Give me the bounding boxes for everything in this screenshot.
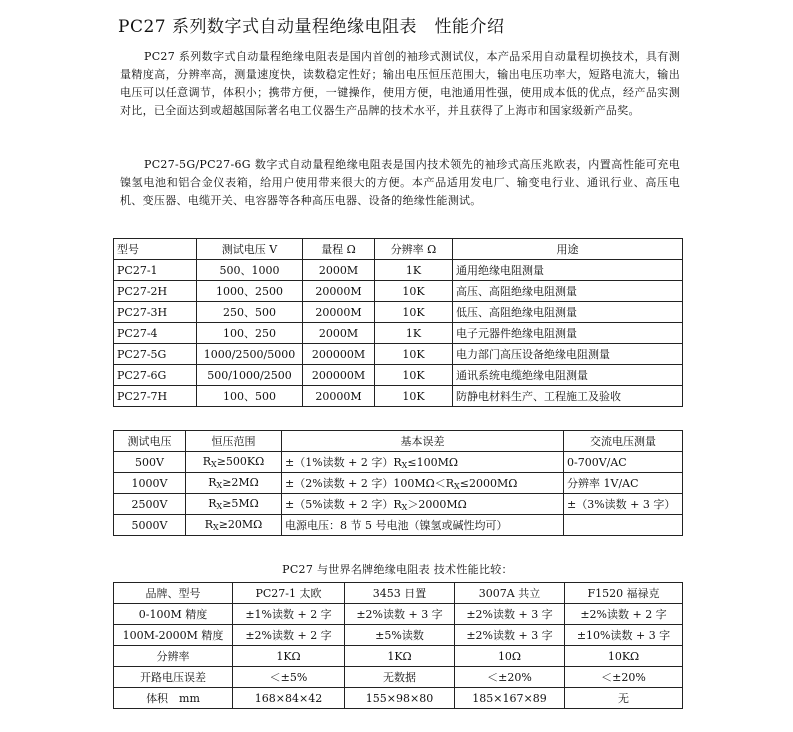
table-cell: ±1%读数 + 2 字 [233, 604, 345, 625]
table-row [114, 260, 683, 281]
table-cell: 分辨率 [114, 646, 233, 667]
highvoltage-paragraph-text: PC27-5G/PC27-6G 数字式自动量程绝缘电阻表是国内技术领先的袖珍式高压兆欧表，内置高性能可充电镍氢电池和铝合金仪表箱，给用户使用带来很大的方便。本产品适用发电厂、输变电行业、通讯行业、高压电机、变压器、电缆开关、电容器等各种高压电器、设备的绝缘性能测试。 [120, 158, 680, 207]
range-symbol: R [208, 497, 217, 510]
table-cell: 500/1000/2500 [197, 365, 303, 386]
table-cell: 20000M [303, 386, 375, 407]
table-cell: 1KΩ [345, 646, 455, 667]
column-header: 品牌、型号 [114, 583, 233, 604]
range-symbol: R [202, 455, 212, 468]
error-text: ≤100MΩ [407, 456, 458, 469]
table-cell: 168×84×42 [233, 688, 345, 709]
table-cell: 100M-2000M 精度 [114, 625, 233, 646]
column-header: 型号 [114, 239, 197, 260]
table-cell: ±2%读数 + 3 字 [455, 625, 565, 646]
ac-cell: ±（3%读数 + 3 字） [564, 494, 683, 515]
voltage-cell: 2500V [114, 494, 186, 515]
table-cell: ±2%读数 + 2 字 [565, 604, 683, 625]
accuracy-table [113, 430, 683, 536]
table-row [114, 386, 683, 407]
table-cell: 无数据 [345, 667, 455, 688]
column-header: 恒压范围 [186, 431, 282, 452]
table-cell: 10K [375, 386, 453, 407]
column-header: 3453 日置 [345, 583, 455, 604]
table-cell: 1K [375, 323, 453, 344]
table-cell: 防静电材料生产、工程施工及验收 [453, 386, 683, 407]
voltage-cell: 1000V [114, 473, 186, 494]
range-symbol: R [208, 476, 217, 489]
table-cell: PC27-7H [114, 386, 197, 407]
table-header-row [114, 239, 683, 260]
error-subscript: X [401, 503, 408, 512]
table-row [114, 302, 683, 323]
voltage-cell: 5000V [114, 515, 186, 536]
table-row [114, 473, 683, 494]
range-cell [186, 494, 282, 515]
error-text: ≤2000MΩ [459, 477, 518, 490]
table-cell: 100、250 [197, 323, 303, 344]
table-cell: ＜±20% [565, 667, 683, 688]
table-cell: 无 [565, 688, 683, 709]
table-row [114, 281, 683, 302]
column-header: 分辨率 Ω [375, 239, 453, 260]
range-subscript: X [216, 502, 223, 511]
table-row [114, 494, 683, 515]
comparison-table [113, 582, 683, 709]
range-value: ≥5MΩ [222, 497, 259, 510]
range-subscript: X [216, 481, 223, 490]
table-cell: 250、500 [197, 302, 303, 323]
comparison-caption: PC27 与世界名牌绝缘电阻表 技术性能比较： [282, 563, 513, 576]
error-text: ±（2%读数 + 2 字）100MΩ＜R [285, 477, 455, 490]
table-cell: PC27-6G [114, 365, 197, 386]
voltage-cell: 500V [114, 452, 186, 473]
table-row [114, 625, 683, 646]
table-cell: ＜±5% [233, 667, 345, 688]
column-header: 用途 [453, 239, 683, 260]
table-cell: PC27-5G [114, 344, 197, 365]
column-header: 测试电压 V [197, 239, 303, 260]
table-cell: 10KΩ [565, 646, 683, 667]
table-cell: 10Ω [455, 646, 565, 667]
error-subscript: X [454, 482, 460, 491]
table-cell: 155×98×80 [345, 688, 455, 709]
range-value: ≥500KΩ [216, 455, 265, 468]
table-cell: 低压、高阻绝缘电阻测量 [453, 302, 683, 323]
table-cell: 20000M [303, 281, 375, 302]
page-title: PC27 系列数字式自动量程绝缘电阻表 性能介绍 [118, 17, 505, 37]
table-row [114, 667, 683, 688]
range-subscript: X [211, 460, 217, 469]
table-cell: ±2%读数 + 2 字 [233, 625, 345, 646]
column-header: 测试电压 [114, 431, 186, 452]
error-text: ＞2000MΩ [407, 498, 467, 511]
table-cell: 20000M [303, 302, 375, 323]
column-header: 量程 Ω [303, 239, 375, 260]
error-cell [282, 452, 564, 473]
column-header: 3007A 共立 [455, 583, 565, 604]
table-cell: 开路电压误差 [114, 667, 233, 688]
table-header-row [114, 583, 683, 604]
intro-paragraph [120, 48, 680, 120]
ac-cell: 0-700V/AC [564, 452, 683, 473]
table-cell: 1K [375, 260, 453, 281]
range-value: ≥2MΩ [222, 476, 259, 489]
table-cell: 200000M [303, 365, 375, 386]
table-cell: 体积 mm [114, 688, 233, 709]
table-cell: 通用绝缘电阻测量 [453, 260, 683, 281]
table-cell: 100、500 [197, 386, 303, 407]
table-cell: 10K [375, 344, 453, 365]
table-row [114, 452, 683, 473]
range-cell [186, 515, 282, 536]
error-cell [282, 494, 564, 515]
column-header: PC27-1 太欧 [233, 583, 345, 604]
table-cell: 500、1000 [197, 260, 303, 281]
table-cell: 电力部门高压设备绝缘电阻测量 [453, 344, 683, 365]
highvoltage-paragraph [120, 156, 680, 210]
table-row [114, 604, 683, 625]
table-cell: PC27-1 [114, 260, 197, 281]
table-cell: ±5%读数 [345, 625, 455, 646]
table-cell: ±2%读数 + 3 字 [455, 604, 565, 625]
column-header: 交流电压测量 [564, 431, 683, 452]
table-cell: PC27-4 [114, 323, 197, 344]
ac-cell: 分辨率 1V/AC [564, 473, 683, 494]
table-cell: 2000M [303, 260, 375, 281]
table-cell: 10K [375, 302, 453, 323]
table-cell: 1KΩ [233, 646, 345, 667]
range-value: ≥20MΩ [218, 518, 263, 531]
table-cell: 1000/2500/5000 [197, 344, 303, 365]
power-supply-cell: 电源电压：8 节 5 号电池（镍氢或碱性均可） [282, 515, 564, 536]
table-row [114, 515, 683, 536]
table-cell: 1000、2500 [197, 281, 303, 302]
error-subscript: X [401, 461, 408, 470]
table-cell: PC27-2H [114, 281, 197, 302]
table-cell: 10K [375, 281, 453, 302]
table-header-row [114, 431, 683, 452]
table-cell: ＜±20% [455, 667, 565, 688]
model-table [113, 238, 683, 407]
table-cell: 0-100M 精度 [114, 604, 233, 625]
column-header: 基本误差 [282, 431, 564, 452]
table-cell: 电子元器件绝缘电阻测量 [453, 323, 683, 344]
table-cell: 通讯系统电缆绝缘电阻测量 [453, 365, 683, 386]
table-cell: 2000M [303, 323, 375, 344]
table-cell: 185×167×89 [455, 688, 565, 709]
table-row [114, 323, 683, 344]
range-symbol: R [204, 518, 213, 531]
range-subscript: X [212, 523, 219, 532]
intro-paragraph-text: PC27 系列数字式自动量程绝缘电阻表是国内首创的袖珍式测试仪，本产品采用自动量程切换技术，具有测量精度高，分辨率高，测量速度快，读数稳定性好；输出电压恒压范围大，输出电压功率大，短路电流大，输出电压可以任意调节，体积小；携带方便，一键操作，使用方便，电池通用性强，使用成本低的优点，经产品实测对比，已全面达到或超越国际著名电工仪器生产品牌的技术水平，并且获得了上海市和国家级新产品奖。 [120, 50, 680, 117]
error-text: ±（1%读数 + 2 字）R [285, 456, 402, 469]
table-cell: ±10%读数 + 3 字 [565, 625, 683, 646]
table-row [114, 344, 683, 365]
error-cell [282, 473, 564, 494]
table-cell: PC27-3H [114, 302, 197, 323]
error-text: ±（5%读数 + 2 字）R [285, 498, 402, 511]
column-header: F1520 福禄克 [565, 583, 683, 604]
table-cell: 200000M [303, 344, 375, 365]
ac-cell [564, 515, 683, 536]
table-cell: ±2%读数 + 3 字 [345, 604, 455, 625]
table-cell: 10K [375, 365, 453, 386]
table-row [114, 646, 683, 667]
table-row [114, 365, 683, 386]
range-cell [186, 473, 282, 494]
range-cell [186, 452, 282, 473]
table-row [114, 688, 683, 709]
table-cell: 高压、高阻绝缘电阻测量 [453, 281, 683, 302]
